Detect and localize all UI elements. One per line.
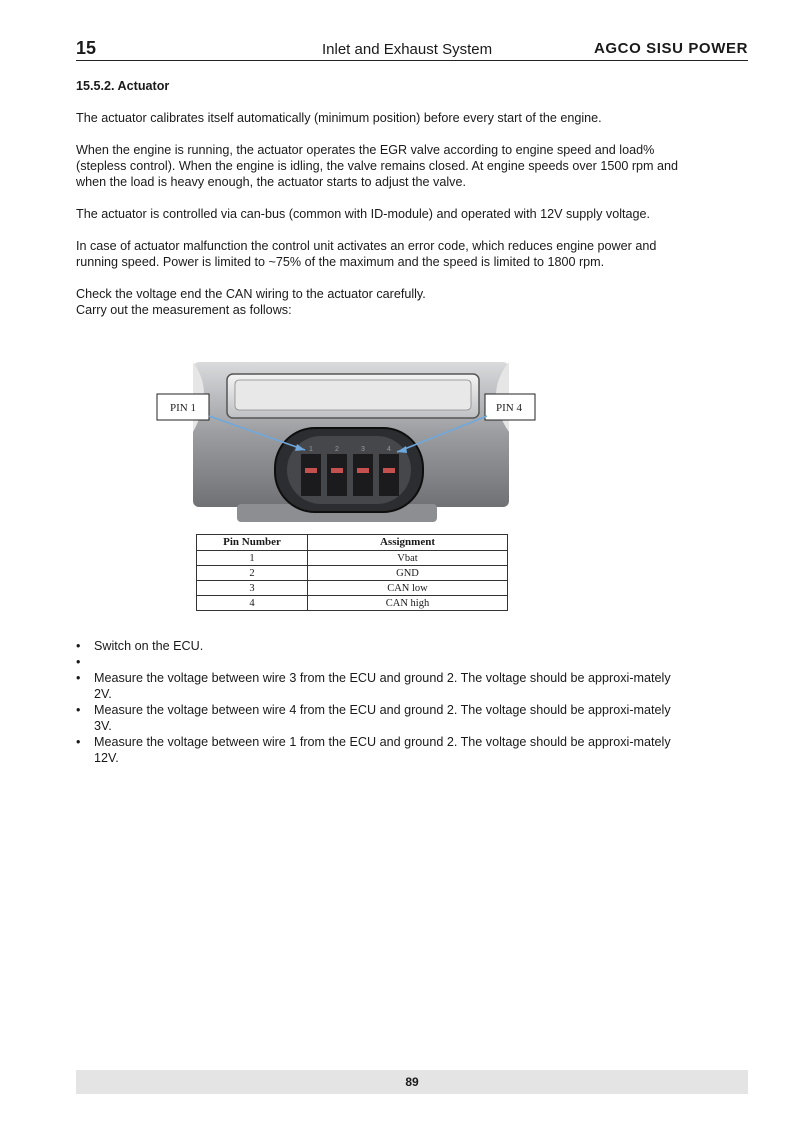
bullet-marker: •: [76, 703, 81, 717]
list-item: [76, 734, 676, 766]
list-item: [76, 638, 676, 654]
pin-number-cell: 1: [197, 551, 308, 566]
running-section-title: Inlet and Exhaust System: [322, 41, 493, 58]
callout-pin-4-label: PIN 4: [496, 402, 522, 414]
assignment-cell: CAN high: [308, 596, 508, 611]
pin-number-cell: 3: [197, 581, 308, 596]
pin-number-cell: 4: [197, 596, 308, 611]
assignment-cell: GND: [308, 566, 508, 581]
callout-pin-1-label: PIN 1: [170, 402, 196, 414]
pin-number-cell: 2: [197, 566, 308, 581]
paragraph-measure-intro: Carry out the measurement as follows:: [76, 303, 292, 317]
list-item: [76, 702, 676, 734]
table-row: [197, 581, 508, 596]
measurement-steps-list: [76, 638, 676, 766]
assignment-cell: CAN low: [308, 581, 508, 596]
section-heading: 15.5.2. Actuator: [76, 79, 170, 93]
brand-logo-text: AGCO SISU POWER: [593, 40, 748, 57]
bullet-marker: •: [76, 671, 81, 685]
page-footer: [76, 1070, 748, 1094]
step-text: Measure the voltage between wire 1 from the ECU and ground 2. The voltage should be approxi-mately 12V.: [94, 735, 671, 765]
paragraph-control: The actuator is controlled via can-bus (common with ID-module) and operated with 12V supply voltage.: [76, 207, 651, 221]
chapter-number: 15: [76, 38, 97, 58]
pin-digit-4: 4: [387, 446, 391, 453]
paragraph-malfunction: In case of actuator malfunction the control unit activates an error code, which reduces engine power and running speed. Power is limited to ~75% of the maximum and the speed is limited to 1800 rpm.: [76, 239, 657, 269]
bullet-marker: •: [76, 655, 81, 669]
bullet-marker: •: [76, 639, 81, 653]
step-text: Measure the voltage between wire 3 from the ECU and ground 2. The voltage should be approxi-mately 2V.: [94, 671, 671, 701]
table-row: [197, 566, 508, 581]
paragraph-check: Check the voltage end the CAN wiring to the actuator carefully.: [76, 287, 426, 301]
pin-digit-3: 3: [361, 446, 365, 453]
list-item: [76, 654, 676, 670]
table-header-row: [197, 535, 508, 551]
list-item: [76, 670, 676, 702]
page-number: 89: [405, 1075, 419, 1089]
pin-digit-1: 1: [309, 446, 313, 453]
header-assignment: Assignment: [308, 535, 508, 551]
table-row: [197, 551, 508, 566]
page-header: [76, 38, 748, 61]
step-text: Switch on the ECU.: [94, 639, 204, 653]
table-row: [197, 596, 508, 611]
bullet-marker: •: [76, 735, 81, 749]
assignment-cell: Vbat: [308, 551, 508, 566]
step-text: Measure the voltage between wire 4 from the ECU and ground 2. The voltage should be approxi-mately 3V.: [94, 703, 671, 733]
pin-assignment-table: [196, 534, 508, 611]
pin-digit-2: 2: [335, 446, 339, 453]
paragraph-calibration: The actuator calibrates itself automatically (minimum position) before every start of the engine.: [76, 111, 602, 125]
connector-socket: [275, 428, 423, 512]
paragraph-operation: When the engine is running, the actuator operates the EGR valve according to engine speed and load% (stepless control). When the engine is idling, the valve remains closed. At engine speeds over 1500 rpm and when the load is heavy enough, the actuator starts to adjust the valve.: [76, 143, 679, 189]
actuator-connector-figure: [157, 362, 522, 522]
section-body: [76, 78, 696, 318]
header-pin-number: Pin Number: [197, 535, 308, 551]
